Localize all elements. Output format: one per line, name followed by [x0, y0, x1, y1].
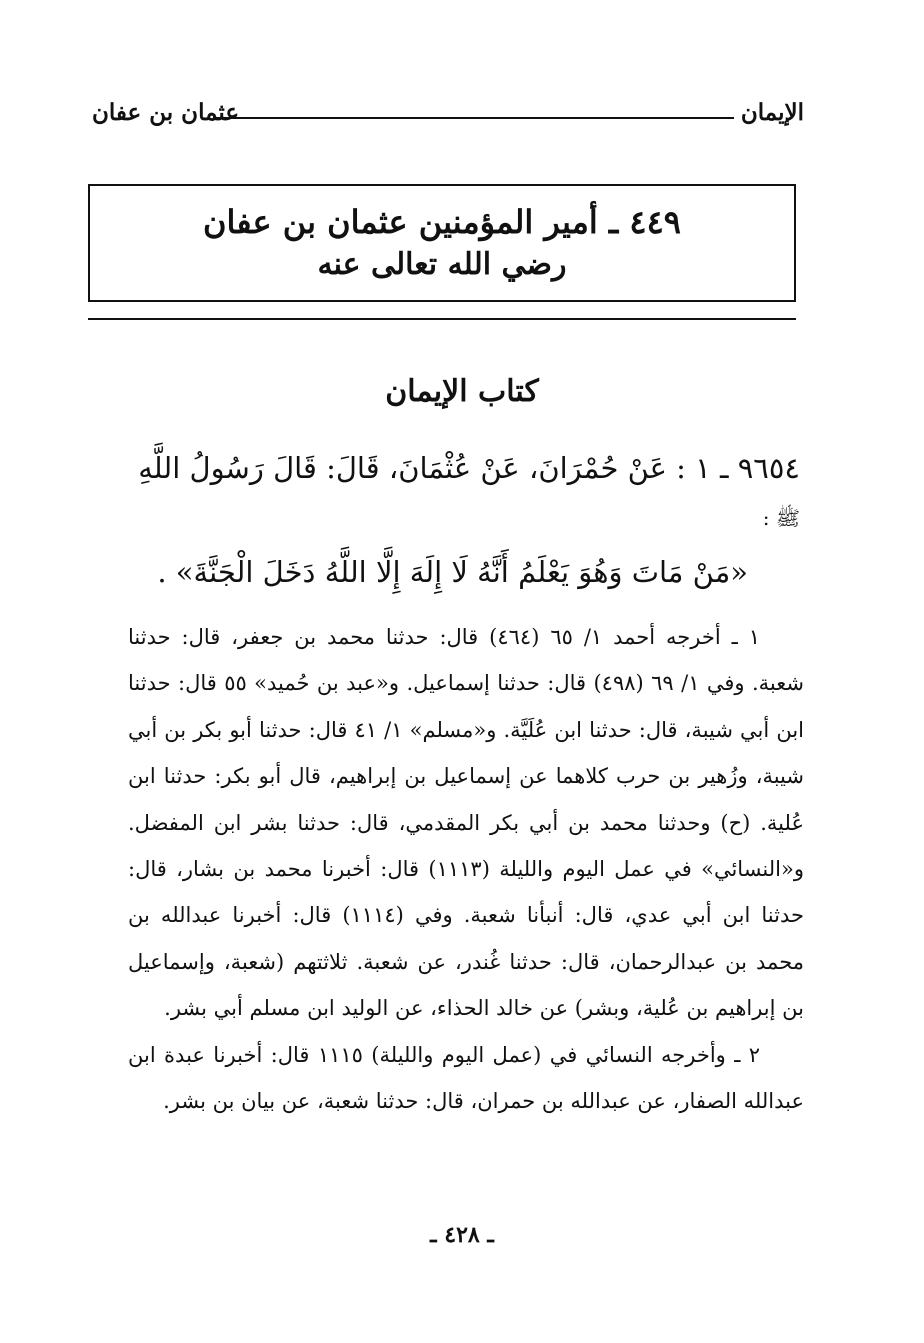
hadith-isnad: ٩٦٥٤ ـ ١ : عَنْ حُمْرَانَ، عَنْ عُثْمَانَ، قَالَ: قَالَ رَسُولُ اللَّهِ — [138, 451, 800, 485]
chapter-title: ٤٤٩ ـ أمير المؤمنين عثمان بن عفان — [203, 203, 681, 241]
header-chapter-title: عثمان بن عفان — [92, 99, 240, 126]
chapter-heading-box — [88, 184, 796, 302]
header-rule — [214, 117, 734, 119]
page-number: ـ ٤٢٨ ـ — [430, 1222, 494, 1248]
hadith-salawat: ﷺ : — [762, 506, 800, 530]
header-section-title: الإيمان — [740, 99, 804, 126]
hadith-matn: «مَنْ مَاتَ وَهُوَ يَعْلَمُ أَنَّهُ لَا إِلَهَ إِلَّا اللَّهُ دَخَلَ الْجَنَّةَ» . — [157, 555, 748, 589]
footnotes — [128, 614, 804, 1124]
footnote-paragraph: ١ ـ أخرجه أحمد ١/ ٦٥ (٤٦٤) قال: حدثنا محمد بن جعفر، قال: حدثنا شعبة. وفي ١/ ٦٩ (٤٩٨) قال: حدثنا إسماعيل. و«عبد بن حُميد» ٥٥ قال: حدثنا ابن أبي شيبة، قال: حدثنا ابن عُلَيَّة. و«مسلم» ١/ ٤١ قال: حدثنا أبو بكر بن أبي شيبة، وزُهير بن حرب كلاهما عن إسماعيل بن إبراهيم، قال أبو بكر: حدثنا ابن عُلية. (ح) وحدثنا محمد بن أبي بكر المقدمي، قال: حدثنا بشر ابن المفضل. و«النسائي» في عمل اليوم والليلة (١١١٣) قال: أخبرنا محمد بن بشار، قال: حدثنا ابن أبي عدي، قال: أنبأنا شعبة. وفي (١١١٤) قال: أخبرنا عبدالله بن محمد بن عبدالرحمان، قال: حدثنا غُندر، عن شعبة. ثلاثتهم (شعبة، وإسماعيل بن إبراهيم بن عُلية، وبشر) عن خالد الحذاء، عن الوليد ابن مسلم أبي بشر. — [128, 625, 804, 1021]
chapter-subtitle: رضي الله تعالى عنه — [317, 247, 567, 282]
footnote-paragraph: ٢ ـ وأخرجه النسائي في (عمل اليوم والليلة) ١١١٥ قال: أخبرنا عبدة ابن عبدالله الصفار، عن عبدالله بن حمران، قال: حدثنا شعبة، عن بيان بن بشر. — [128, 1042, 804, 1114]
running-header — [92, 96, 804, 132]
separator-rule — [88, 318, 796, 320]
book-title: كتاب الإيمان — [385, 374, 539, 409]
